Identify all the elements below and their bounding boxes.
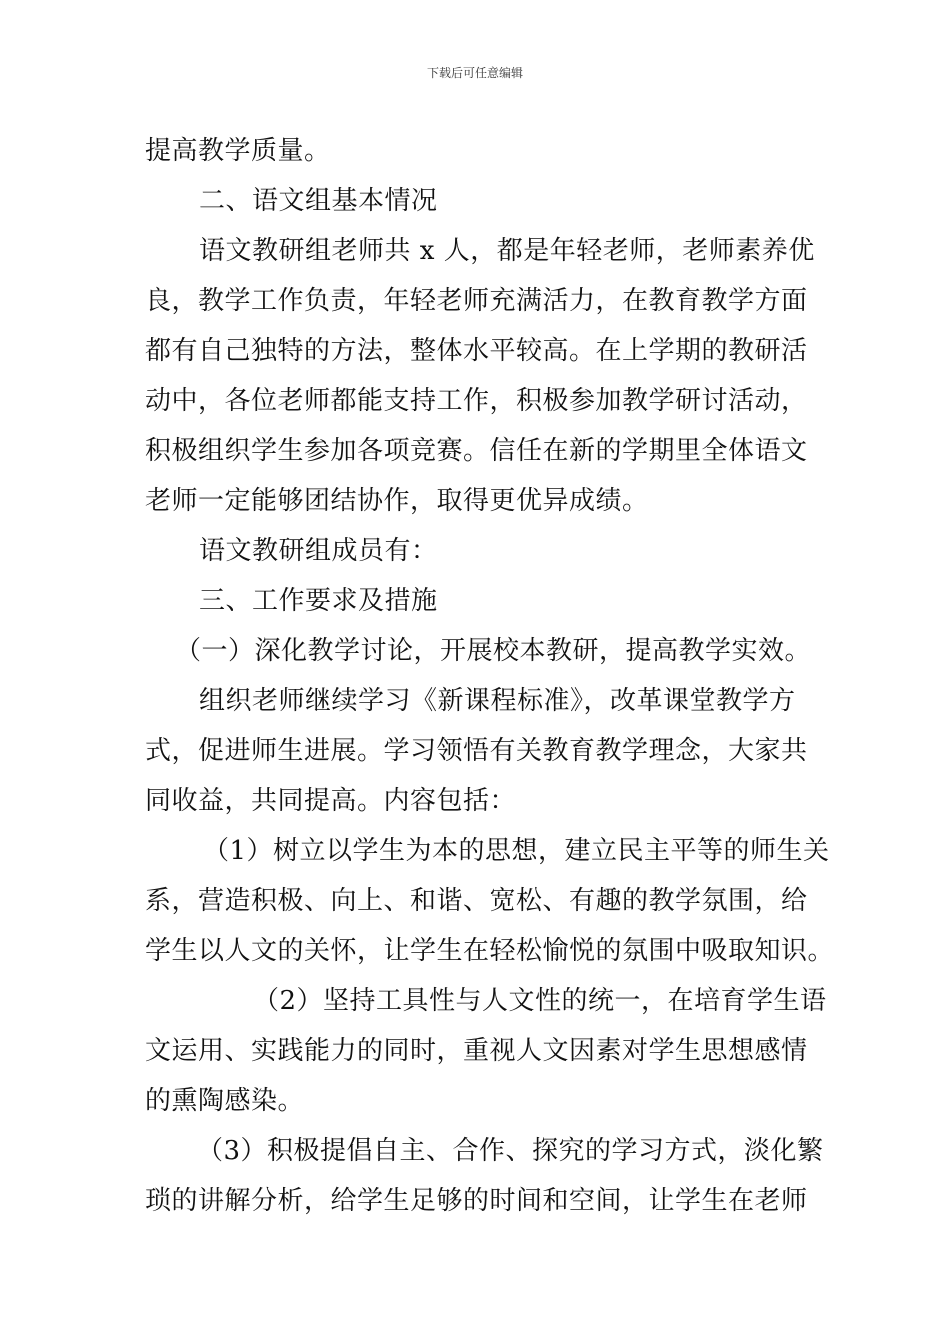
paragraph-line: 积极组织学生参加各项竞赛。信任在新的学期里全体语文 xyxy=(145,436,808,466)
page-header: 下载后可任意编辑 xyxy=(426,66,523,80)
section-heading: 三、工作要求及措施 xyxy=(199,586,438,616)
paragraph-line: 系，营造积极、向上、和谐、宽松、有趣的教学氛围，给 xyxy=(145,886,808,916)
paragraph-line: 语文教研组老师共 x 人，都是年轻老师，老师素养优 xyxy=(199,236,815,266)
paragraph-line: 学生以人文的关怀，让学生在轻松愉悦的氛围中吸取知识。 xyxy=(145,936,835,966)
paragraph-line: 文运用、实践能力的同时，重视人文因素对学生思想感情 xyxy=(145,1036,808,1066)
subsection-heading: （一）深化教学讨论，开展校本教研，提高教学实效。 xyxy=(175,636,812,666)
paragraph-line: 提高教学质量。 xyxy=(145,136,331,166)
paragraph-line: 都有自己独特的方法，整体水平较高。在上学期的教研活 xyxy=(145,336,808,366)
paragraph-line: 同收益，共同提高。内容包括： xyxy=(145,786,517,816)
paragraph-line: 琐的讲解分析，给学生足够的时间和空间，让学生在老师 xyxy=(145,1186,808,1216)
document-body xyxy=(145,126,835,1226)
paragraph-line: 良，教学工作负责，年轻老师充满活力，在教育教学方面 xyxy=(145,286,808,316)
list-item-line: （1）树立以学生为本的思想，建立民主平等的师生关 xyxy=(203,836,830,866)
section-heading: 二、语文组基本情况 xyxy=(199,186,438,216)
paragraph-line: 式，促进师生进展。学习领悟有关教育教学理念，大家共 xyxy=(145,736,808,766)
list-item-line: （3）积极提倡自主、合作、探究的学习方式，淡化繁 xyxy=(197,1136,824,1166)
paragraph-line: 语文教研组成员有： xyxy=(199,536,438,566)
paragraph-line: 老师一定能够团结协作，取得更优异成绩。 xyxy=(145,486,649,516)
paragraph-line: 动中，各位老师都能支持工作，积极参加教学研讨活动， xyxy=(145,386,808,416)
paragraph-line: 的熏陶感染。 xyxy=(145,1086,305,1116)
paragraph-line: 组织老师继续学习《新课程标准》，改革课堂教学方 xyxy=(199,686,796,716)
list-item-line: （2）坚持工具性与人文性的统一，在培育学生语 xyxy=(253,986,827,1016)
